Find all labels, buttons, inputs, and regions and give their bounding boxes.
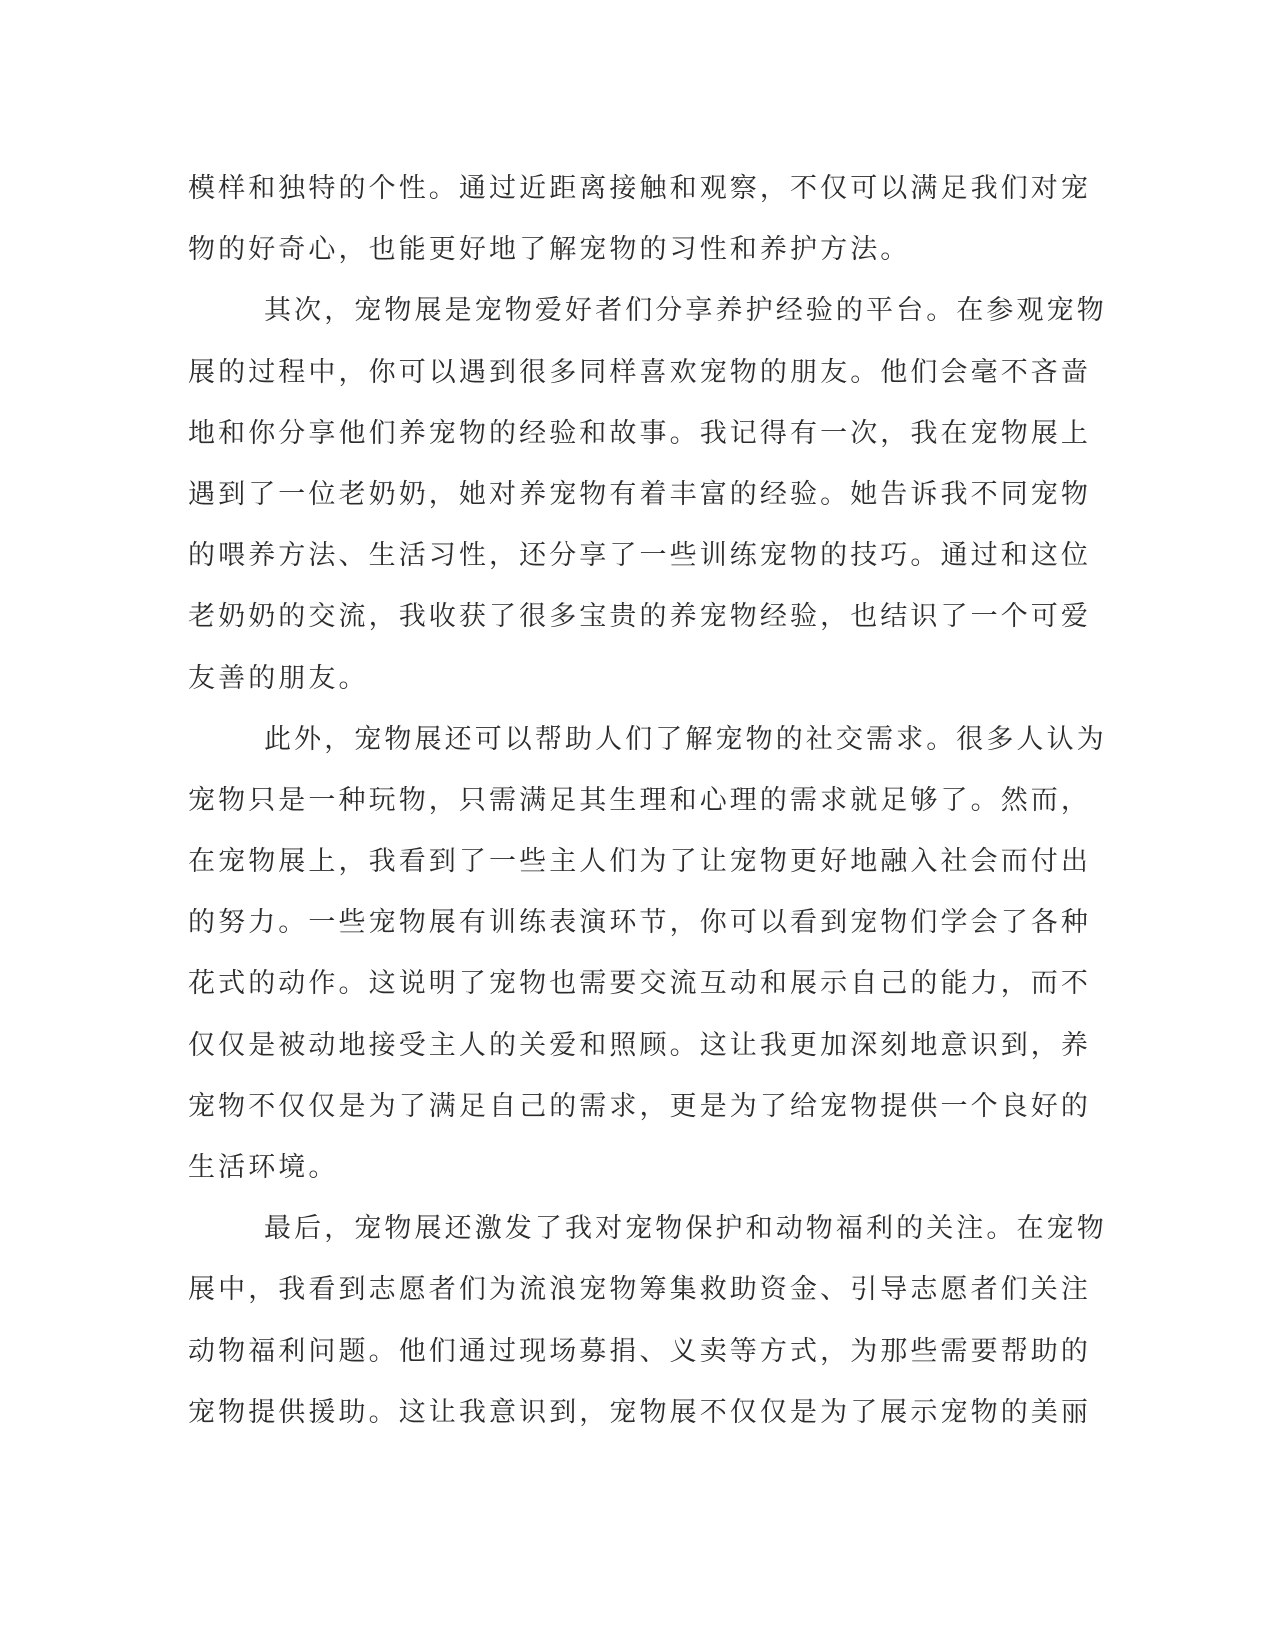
text-line: 展的过程中，你可以遇到很多同样喜欢宠物的朋友。他们会毫不吝啬 bbox=[188, 356, 1091, 388]
text-line: 宠物提供援助。这让我意识到，宠物展不仅仅是为了展示宠物的美丽 bbox=[188, 1396, 1091, 1428]
text-line: 的努力。一些宠物展有训练表演环节，你可以看到宠物们学会了各种 bbox=[188, 907, 1091, 939]
text-line: 宠物不仅仅是为了满足自己的需求，更是为了给宠物提供一个良好的 bbox=[188, 1090, 1091, 1122]
text-line: 在宠物展上，我看到了一些主人们为了让宠物更好地融入社会而付出 bbox=[188, 846, 1091, 878]
text-line: 其次，宠物展是宠物爱好者们分享养护经验的平台。在参观宠物 bbox=[264, 295, 1107, 327]
text-line: 此外，宠物展还可以帮助人们了解宠物的社交需求。很多人认为 bbox=[264, 723, 1107, 755]
text-line: 友善的朋友。 bbox=[188, 662, 369, 694]
paragraph-2 bbox=[188, 280, 1107, 708]
text-line: 动物福利问题。他们通过现场募捐、义卖等方式，为那些需要帮助的 bbox=[188, 1335, 1091, 1367]
text-line: 花式的动作。这说明了宠物也需要交流互动和展示自己的能力，而不 bbox=[188, 968, 1091, 1000]
text-line: 展中，我看到志愿者们为流浪宠物筹集救助资金、引导志愿者们关注 bbox=[188, 1274, 1091, 1306]
document-body bbox=[188, 158, 1107, 1443]
text-line: 模样和独特的个性。通过近距离接触和观察，不仅可以满足我们对宠 bbox=[188, 173, 1091, 204]
paragraph-4 bbox=[188, 1198, 1107, 1443]
paragraph-1 bbox=[188, 158, 1091, 280]
text-line: 生活环境。 bbox=[188, 1152, 339, 1183]
text-line: 宠物只是一种玩物，只需满足其生理和心理的需求就足够了。然而， bbox=[188, 784, 1091, 816]
text-line: 最后，宠物展还激发了我对宠物保护和动物福利的关注。在宠物 bbox=[264, 1213, 1107, 1245]
text-line: 遇到了一位老奶奶，她对养宠物有着丰富的经验。她告诉我不同宠物 bbox=[188, 478, 1091, 510]
text-line: 物的好奇心，也能更好地了解宠物的习性和养护方法。 bbox=[188, 234, 911, 266]
text-line: 地和你分享他们养宠物的经验和故事。我记得有一次，我在宠物展上 bbox=[188, 417, 1091, 449]
paragraph-3 bbox=[188, 709, 1107, 1199]
text-line: 老奶奶的交流，我收获了很多宝贵的养宠物经验，也结识了一个可爱 bbox=[188, 601, 1091, 633]
text-line: 的喂养方法、生活习性，还分享了一些训练宠物的技巧。通过和这位 bbox=[188, 540, 1091, 572]
text-line: 仅仅是被动地接受主人的关爱和照顾。这让我更加深刻地意识到，养 bbox=[188, 1029, 1091, 1061]
